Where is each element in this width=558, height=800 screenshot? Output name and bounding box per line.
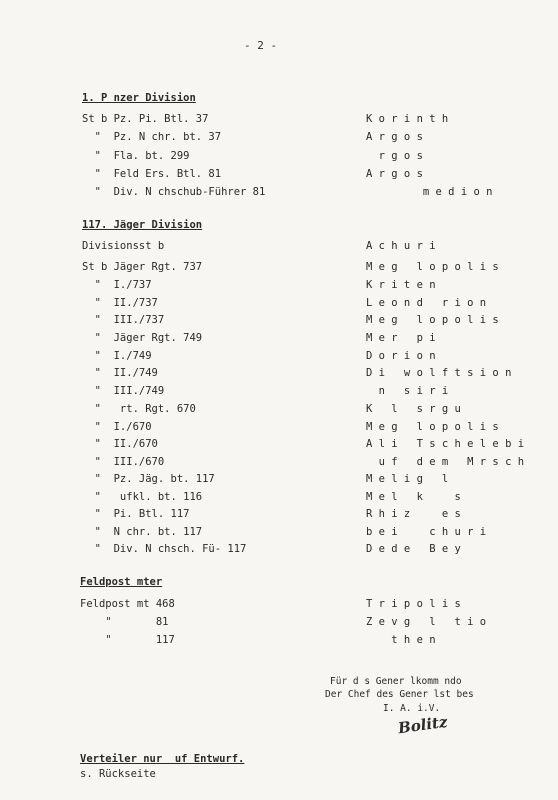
- location-right: M e g l o p o l i s: [366, 261, 499, 273]
- section-heading-1: 1. P nzer Division: [82, 92, 196, 104]
- handwritten-signature: Bolitz: [396, 712, 449, 738]
- location-right: M e l k s: [366, 491, 461, 503]
- distribution-note: s. Rückseite: [80, 768, 156, 780]
- unit-left: Divisionsst b: [82, 240, 165, 252]
- location-right: D o r i o n: [366, 350, 436, 362]
- signature-line-3: I. A. i.V.: [383, 703, 441, 714]
- unit-left: " II./737: [82, 297, 158, 309]
- location-right: A l i T s c h e l e b i: [366, 438, 525, 450]
- location-right: M e g l o p o l i s: [366, 314, 499, 326]
- unit-left: " Jäger Rgt. 749: [82, 332, 203, 344]
- location-right: A r g o s: [366, 168, 423, 180]
- location-right: u f d e m M r s c h: [366, 456, 525, 468]
- location-right: D e d e B e y: [366, 543, 461, 555]
- location-right: t h e n: [366, 634, 436, 646]
- unit-left: St b Jäger Rgt. 737: [82, 261, 203, 273]
- unit-left: Feldpost mt 468: [80, 598, 175, 610]
- location-right: L e o n d r i o n: [366, 297, 487, 309]
- location-right: K o r i n t h: [366, 113, 449, 125]
- unit-left: " III./737: [82, 314, 165, 326]
- unit-left: " III./670: [82, 456, 165, 468]
- unit-left: " Div. N chsch. Fü- 117: [82, 543, 247, 555]
- unit-left: " Pz. N chr. bt. 37: [82, 131, 222, 143]
- unit-left: " ufkl. bt. 116: [82, 491, 203, 503]
- location-right: r g o s: [366, 150, 423, 162]
- location-right: A r g o s: [366, 131, 423, 143]
- unit-left: " III./749: [82, 385, 165, 397]
- unit-left: " Pz. Jäg. bt. 117: [82, 473, 215, 485]
- unit-left: " I./670: [82, 421, 152, 433]
- unit-left: " Pi. Btl. 117: [82, 508, 190, 520]
- location-right: A c h u r i: [366, 240, 436, 252]
- location-right: T r i p o l i s: [366, 598, 461, 610]
- location-right: M e l i g l: [366, 473, 449, 485]
- location-right: K l s r g u: [366, 403, 461, 415]
- unit-left: " Fla. bt. 299: [82, 150, 190, 162]
- location-right: b e i c h u r i: [366, 526, 487, 538]
- unit-left: " I./749: [82, 350, 152, 362]
- location-right: D i w o l f t s i o n: [366, 367, 512, 379]
- unit-left: " rt. Rgt. 670: [82, 403, 196, 415]
- location-right: M e r p i: [366, 332, 436, 344]
- page-number: - 2 -: [244, 39, 278, 52]
- section-heading-2: 117. Jäger Division: [82, 219, 203, 231]
- signature-line-2: Der Chef des Gener lst bes: [325, 689, 474, 700]
- location-right: n s i r i: [366, 385, 449, 397]
- unit-left: " Div. N chschub-Führer 81: [82, 186, 266, 198]
- location-right: R h i z e s: [366, 508, 461, 520]
- unit-left: " Feld Ers. Btl. 81: [82, 168, 222, 180]
- unit-left: " II./670: [82, 438, 158, 450]
- unit-left: St b Pz. Pi. Btl. 37: [82, 113, 209, 125]
- section-heading-3: Feldpost mter: [80, 576, 163, 588]
- location-right: K r i t e n: [366, 279, 436, 291]
- unit-left: " N chr. bt. 117: [82, 526, 203, 538]
- unit-left: " II./749: [82, 367, 158, 379]
- location-right: Z e v g l t i o: [366, 616, 487, 628]
- unit-left: " 117: [80, 634, 175, 646]
- location-right: M e g l o p o l i s: [366, 421, 499, 433]
- unit-left: " I./737: [82, 279, 152, 291]
- signature-line-1: Für d s Gener lkomm ndo: [330, 676, 462, 687]
- unit-left: " 81: [80, 616, 169, 628]
- location-right: m e d i o n: [366, 186, 493, 198]
- distribution-heading: Verteiler nur uf Entwurf.: [80, 753, 245, 765]
